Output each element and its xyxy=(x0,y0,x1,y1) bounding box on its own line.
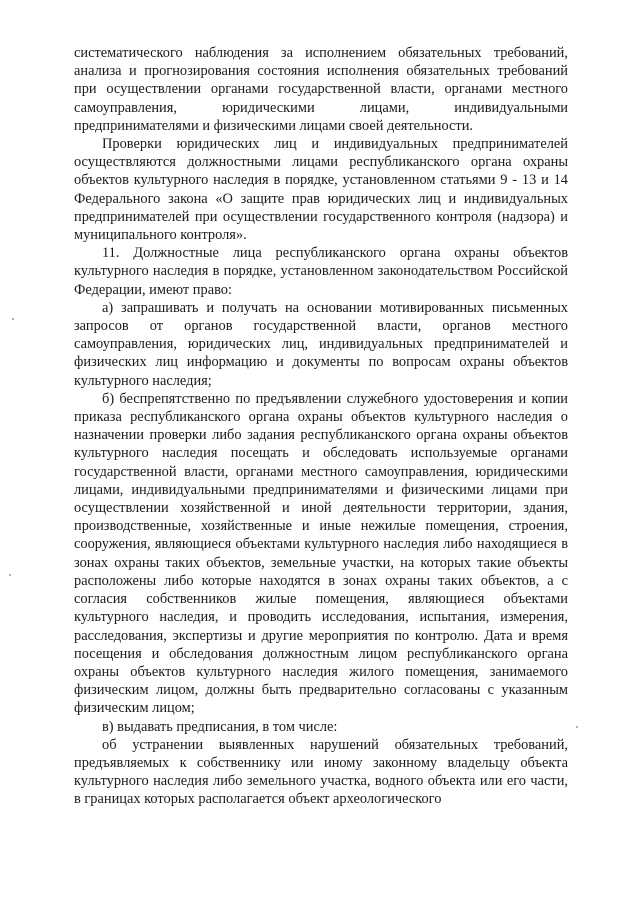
paragraph-subitem-b: б) беспрепятственно по предъявлении служебного удостоверения и копии приказа республиканского органа охраны объектов культурного наследия о назначении проверки либо задания республиканского органа охраны объектов культурного наследия посещать и обследовать используемые органами государственной власти, органами местного самоуправления, юридическими лицами, индивидуальными предпринимателями и физическими лицами при осуществлении хозяйственной и иной деятельности территории, здания, производственные, хозяйственные и иные нежилые помещения, строения, сооружения, являющиеся объектами культурного наследия либо находящиеся в зонах охраны таких объектов, земельные участки, на которых такие объекты расположены либо которые находятся в зонах охраны таких объектов, а с согласия собственников жилые помещения, являющиеся объектами культурного наследия, и проводить исследования, испытания, измерения, расследования, экспертизы и другие мероприятия по контролю. Дата и время посещения и обследования должностным лицом республиканского органа охраны объектов культурного наследия жилого помещения, занимаемого физическим лицом, должны быть предварительно согласованы с указанным физическим лицом; xyxy=(74,390,568,717)
paragraph-elimination: об устранении выявленных нарушений обязательных требований, предъявляемых к собственнику или иному законному владельцу объекта культурного наследия либо земельного участка, водного объекта или его части, в границах которых располагается объект археологического xyxy=(74,736,568,808)
paragraph-inspections: Проверки юридических лиц и индивидуальных предпринимателей осуществляются должностными лицами республиканского органа охраны объектов культурного наследия в порядке, установленном статьями 9 - 13 и 14 Федерального закона «О защите прав юридических лиц и индивидуальных предпринимателей при осуществлении государственного контроля (надзора) и муниципального контроля». xyxy=(74,136,568,244)
paragraph-observation-tail: систематического наблюдения за исполнением обязательных требований, анализа и прогнозирования состояния исполнения обязательных требований при осуществлении органами государственной власти, органами местного самоуправления, юридическими лицами, индивидуальными предпринимателями и физическими лицами своей деятельности. xyxy=(74,45,568,134)
scan-speck xyxy=(12,318,14,320)
paragraph-subitem-v: в) выдавать предписания, в том числе: xyxy=(102,718,338,735)
paragraph-subitem-a: а) запрашивать и получать на основании мотивированных письменных запросов от органов государственной власти, органов местного самоуправления, юридических лиц, индивидуальных предпринимателей и физических лиц информацию и документы по вопросам охраны объектов культурного наследия; xyxy=(74,299,568,389)
scan-speck xyxy=(576,726,578,728)
document-page xyxy=(74,44,568,809)
scan-speck xyxy=(9,574,11,576)
paragraph-item-11: 11. Должностные лица республиканского органа охраны объектов культурного наследия в порядке, установленном законодательством Российской Федерации, имеют право: xyxy=(74,245,568,298)
